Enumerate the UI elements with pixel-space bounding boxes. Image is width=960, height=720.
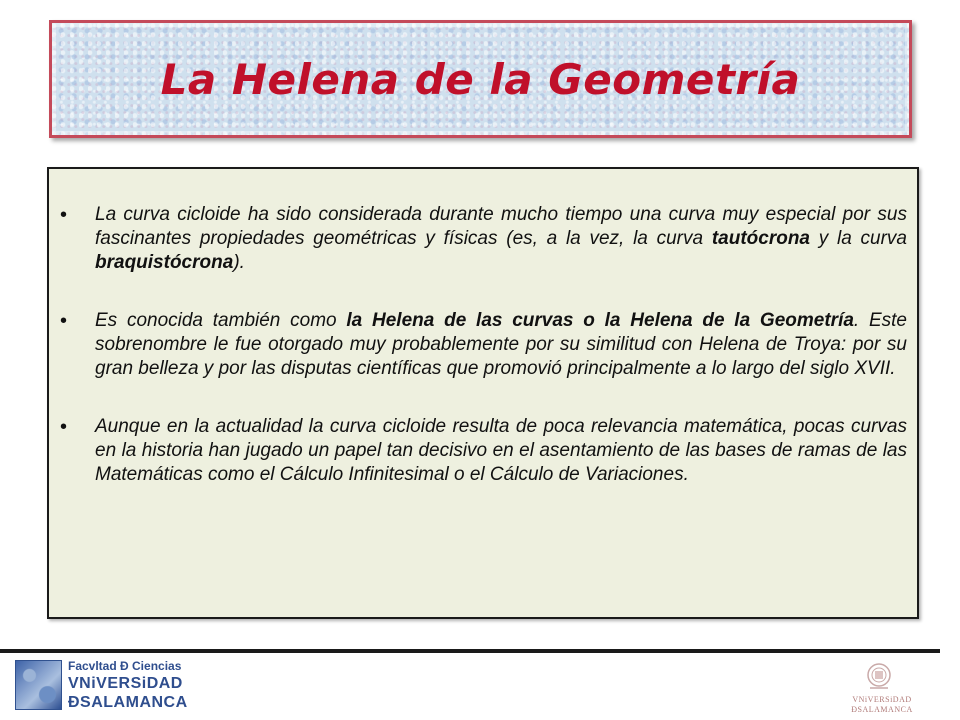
faculty-logo-icon <box>15 660 62 710</box>
footer-divider <box>0 649 940 653</box>
bullet-text: ). <box>233 252 245 273</box>
faculty-name: Facvltad Ð Ciencias <box>68 659 182 673</box>
bullet-emphasis: tautócrona <box>711 228 811 249</box>
university-seal-icon <box>866 662 892 692</box>
bullet-item <box>60 309 907 381</box>
title-banner <box>49 20 912 138</box>
university-right-line1: VNiVERSiDAD <box>852 695 912 704</box>
university-name-line1: VNiVERSiDAD <box>68 675 183 692</box>
bullet-text: y la curva <box>810 228 907 249</box>
content-panel <box>47 167 919 619</box>
bullet-list <box>60 203 907 487</box>
university-name-line2: ÐSALAMANCA <box>68 694 188 711</box>
bullet-item <box>60 415 907 487</box>
bullet-text: Aunque en la actualidad la curva cicloide resulta de poca relevancia matemática, pocas curvas en la historia han jugado un papel tan decisivo en el asentamiento de las bases de ramas de las Matemáticas como el Cálculo Infinitesimal o el Cálculo de Variaciones. <box>95 416 907 485</box>
bullet-emphasis: braquistócrona <box>95 252 234 273</box>
university-wordmark <box>842 695 922 715</box>
bullet-item <box>60 203 907 275</box>
bullet-dot-icon: • <box>60 204 68 226</box>
bullet-emphasis: la Helena de las curvas o la Helena de la Geometría <box>346 310 854 331</box>
bullet-dot-icon: • <box>60 310 68 332</box>
bullet-text: La curva cicloide ha sido considerada durante mucho tiempo una curva muy especial por sus fascinantes propiedades geométricas y físicas (es, a la vez, la curva <box>95 204 907 249</box>
bullet-text: Es conocida también como <box>95 310 347 331</box>
bullet-dot-icon: • <box>60 416 68 438</box>
university-right-line2: ÐSALAMANCA <box>851 705 913 714</box>
faculty-wordmark <box>68 658 188 712</box>
bullet-text: . Este sobrenombre le fue otorgado muy probablemente por su similitud con Helena de Troya: por su gran belleza y por las disputas científicas que promovió principalmente a lo largo del siglo XVII. <box>95 310 907 379</box>
slide-title: La Helena de la Geometría <box>160 54 801 104</box>
